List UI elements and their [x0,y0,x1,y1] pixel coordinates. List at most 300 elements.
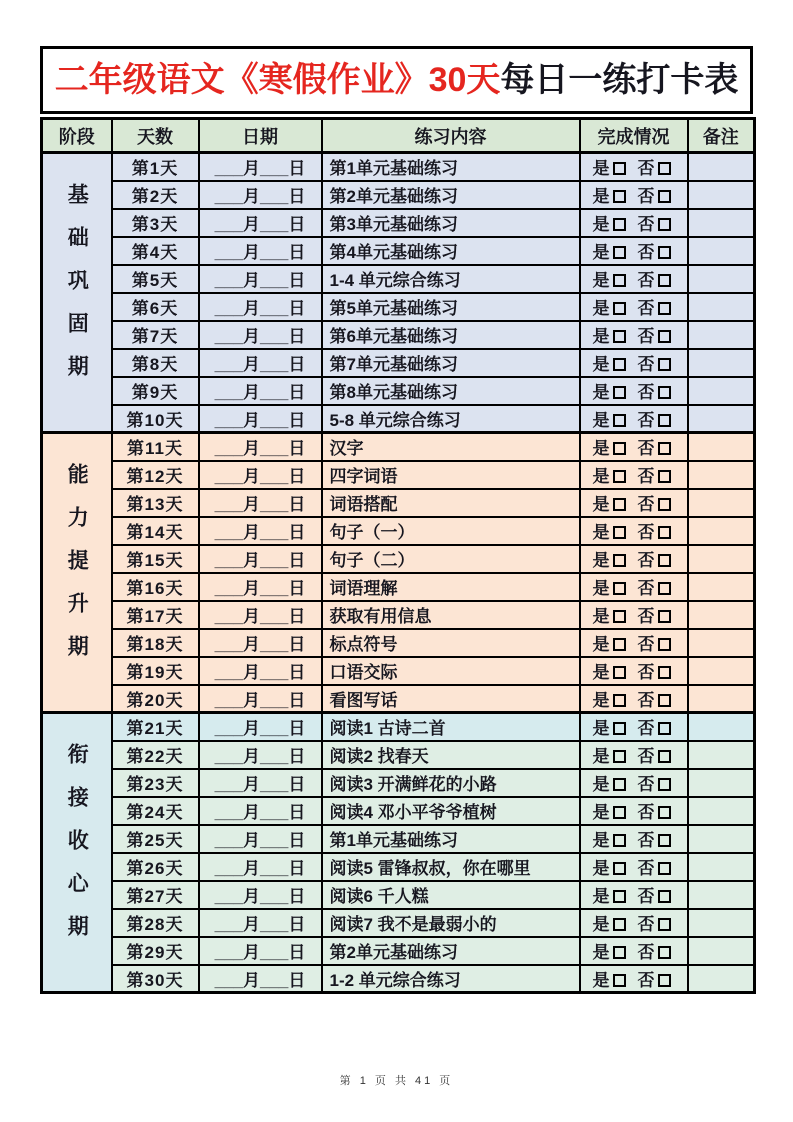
practice-content: 词语理解 [322,573,580,601]
date-field[interactable]: ___月___日 [199,797,322,825]
note-cell[interactable] [688,937,755,965]
practice-content: 第6单元基础练习 [322,321,580,349]
yes-checkbox[interactable] [613,862,626,875]
note-cell[interactable] [688,321,755,349]
no-label: 否 [637,831,655,850]
table-row [42,461,755,489]
yes-label: 是 [592,551,610,570]
day-cell: 第24天 [112,797,199,825]
yes-label: 是 [592,943,610,962]
practice-content: 四字词语 [322,461,580,489]
no-checkbox[interactable] [658,862,671,875]
day-cell: 第6天 [112,293,199,321]
completion-cell [580,405,688,433]
completion-cell [580,825,688,853]
completion-cell [580,153,688,181]
yes-label: 是 [592,915,610,934]
no-checkbox[interactable] [658,582,671,595]
yes-checkbox[interactable] [613,918,626,931]
day-cell: 第23天 [112,769,199,797]
no-label: 否 [637,887,655,906]
date-field[interactable]: ___月___日 [199,405,322,433]
note-cell[interactable] [688,685,755,713]
yes-checkbox[interactable] [613,330,626,343]
yes-label: 是 [592,299,610,318]
yes-label: 是 [592,523,610,542]
date-field[interactable]: ___月___日 [199,825,322,853]
note-cell[interactable] [688,489,755,517]
date-field[interactable]: ___月___日 [199,517,322,545]
date-field[interactable]: ___月___日 [199,713,322,741]
completion-cell [580,517,688,545]
completion-cell [580,853,688,881]
note-cell[interactable] [688,741,755,769]
day-cell: 第18天 [112,629,199,657]
practice-content: 阅读6 千人糕 [322,881,580,909]
date-field[interactable]: ___月___日 [199,769,322,797]
yes-label: 是 [592,215,610,234]
no-label: 否 [637,243,655,262]
title-black-text: 每日一练打卡表 [500,61,739,99]
no-label: 否 [637,579,655,598]
practice-content: 标点符号 [322,629,580,657]
yes-label: 是 [592,635,610,654]
date-field[interactable]: ___月___日 [199,461,322,489]
no-checkbox[interactable] [658,610,671,623]
table-row [42,293,755,321]
table-row [42,237,755,265]
day-cell: 第22天 [112,741,199,769]
date-field[interactable]: ___月___日 [199,853,322,881]
date-field[interactable]: ___月___日 [199,237,322,265]
table-row [42,713,755,741]
yes-checkbox[interactable] [613,414,626,427]
yes-label: 是 [592,243,610,262]
completion-cell [580,237,688,265]
page-title [40,46,753,114]
note-cell[interactable] [688,181,755,209]
completion-cell [580,293,688,321]
no-label: 否 [637,355,655,374]
no-checkbox[interactable] [658,554,671,567]
day-cell: 第7天 [112,321,199,349]
day-cell: 第20天 [112,685,199,713]
yes-label: 是 [592,663,610,682]
yes-checkbox[interactable] [613,666,626,679]
date-field[interactable]: ___月___日 [199,181,322,209]
practice-content: 第5单元基础练习 [322,293,580,321]
day-cell: 第28天 [112,909,199,937]
practice-content: 5-8 单元综合练习 [322,405,580,433]
no-label: 否 [637,495,655,514]
day-cell: 第19天 [112,657,199,685]
completion-cell [580,657,688,685]
completion-cell [580,881,688,909]
no-checkbox[interactable] [658,946,671,959]
no-label: 否 [637,383,655,402]
completion-cell [580,769,688,797]
header-completion: 完成情况 [580,119,688,153]
title-red-text: 二年级语文《寒假作业》30天 [54,61,501,99]
completion-cell [580,965,688,993]
yes-label: 是 [592,159,610,179]
table-row [42,629,755,657]
day-cell: 第27天 [112,881,199,909]
no-checkbox[interactable] [658,722,671,735]
note-cell[interactable] [688,349,755,377]
yes-label: 是 [592,747,610,766]
day-cell: 第5天 [112,265,199,293]
yes-checkbox[interactable] [613,302,626,315]
completion-cell [580,181,688,209]
no-label: 否 [637,439,655,459]
date-field[interactable]: ___月___日 [199,265,322,293]
yes-label: 是 [592,355,610,374]
no-label: 否 [637,159,655,179]
table-row [42,937,755,965]
practice-content: 阅读5 雷锋叔叔，你在哪里 [322,853,580,881]
note-cell[interactable] [688,601,755,629]
no-checkbox[interactable] [658,302,671,315]
table-row [42,181,755,209]
table-row [42,573,755,601]
yes-checkbox[interactable] [613,946,626,959]
yes-checkbox[interactable] [613,386,626,399]
date-field[interactable]: ___月___日 [199,153,322,181]
date-field[interactable]: ___月___日 [199,489,322,517]
no-checkbox[interactable] [658,470,671,483]
no-label: 否 [637,635,655,654]
no-label: 否 [637,915,655,934]
yes-label: 是 [592,495,610,514]
yes-checkbox[interactable] [613,498,626,511]
stage-cell-3 [42,713,112,993]
stage-cell-2 [42,433,112,713]
day-cell: 第11天 [112,433,199,461]
yes-label: 是 [592,803,610,822]
day-cell: 第3天 [112,209,199,237]
no-label: 否 [637,271,655,290]
table-row [42,601,755,629]
yes-checkbox[interactable] [613,470,626,483]
no-label: 否 [637,775,655,794]
day-cell: 第25天 [112,825,199,853]
page-number: 第 1 页 共 41 页 [339,1075,454,1087]
yes-checkbox[interactable] [613,582,626,595]
date-field[interactable]: ___月___日 [199,629,322,657]
date-field[interactable]: ___月___日 [199,377,322,405]
no-label: 否 [637,690,655,710]
no-checkbox[interactable] [658,806,671,819]
yes-checkbox[interactable] [613,638,626,651]
no-checkbox[interactable] [658,274,671,287]
practice-content: 1-4 单元综合练习 [322,265,580,293]
completion-cell [580,629,688,657]
practice-content: 阅读1 古诗二首 [322,713,580,741]
no-label: 否 [637,187,655,206]
header-date: 日期 [199,119,322,153]
table-row [42,965,755,993]
completion-cell [580,461,688,489]
completion-cell [580,713,688,741]
yes-label: 是 [592,775,610,794]
note-cell[interactable] [688,433,755,461]
day-cell: 第10天 [112,405,199,433]
note-cell[interactable] [688,853,755,881]
no-checkbox[interactable] [658,442,671,455]
header-note: 备注 [688,119,755,153]
date-field[interactable]: ___月___日 [199,909,322,937]
date-field[interactable]: ___月___日 [199,601,322,629]
table-row [42,657,755,685]
yes-label: 是 [592,187,610,206]
day-cell: 第13天 [112,489,199,517]
day-cell: 第15天 [112,545,199,573]
no-checkbox[interactable] [658,694,671,707]
yes-checkbox[interactable] [613,358,626,371]
table-row [42,909,755,937]
no-label: 否 [637,803,655,822]
day-cell: 第14天 [112,517,199,545]
note-cell[interactable] [688,881,755,909]
practice-content: 第2单元基础练习 [322,937,580,965]
yes-checkbox[interactable] [613,694,626,707]
yes-checkbox[interactable] [613,778,626,791]
table-row [42,265,755,293]
stage-label-text: 基础巩固期 [65,182,89,398]
day-cell: 第16天 [112,573,199,601]
table-row [42,489,755,517]
day-cell: 第9天 [112,377,199,405]
date-field[interactable]: ___月___日 [199,965,322,993]
yes-checkbox[interactable] [613,162,626,175]
completion-cell [580,741,688,769]
no-label: 否 [637,467,655,486]
table-row [42,797,755,825]
no-checkbox[interactable] [658,498,671,511]
date-field[interactable]: ___月___日 [199,881,322,909]
no-label: 否 [637,299,655,318]
note-cell[interactable] [688,769,755,797]
day-cell: 第8天 [112,349,199,377]
note-cell[interactable] [688,377,755,405]
day-cell: 第29天 [112,937,199,965]
yes-label: 是 [592,579,610,598]
date-field[interactable]: ___月___日 [199,349,322,377]
completion-cell [580,601,688,629]
date-field[interactable]: ___月___日 [199,573,322,601]
yes-label: 是 [592,719,610,739]
no-checkbox[interactable] [658,330,671,343]
table-row [42,825,755,853]
no-checkbox[interactable] [658,918,671,931]
no-label: 否 [637,859,655,878]
no-label: 否 [637,970,655,990]
no-checkbox[interactable] [658,218,671,231]
note-cell[interactable] [688,657,755,685]
no-checkbox[interactable] [658,778,671,791]
day-cell: 第12天 [112,461,199,489]
table-row [42,349,755,377]
completion-cell [580,433,688,461]
table-row [42,321,755,349]
yes-checkbox[interactable] [613,834,626,847]
yes-checkbox[interactable] [613,722,626,735]
yes-label: 是 [592,690,610,710]
practice-content: 第7单元基础练习 [322,349,580,377]
day-cell: 第30天 [112,965,199,993]
no-checkbox[interactable] [658,666,671,679]
note-cell[interactable] [688,293,755,321]
yes-checkbox[interactable] [613,554,626,567]
table-row [42,209,755,237]
completion-cell [580,489,688,517]
completion-cell [580,909,688,937]
table-row [42,545,755,573]
no-checkbox[interactable] [658,890,671,903]
yes-checkbox[interactable] [613,890,626,903]
yes-label: 是 [592,859,610,878]
practice-content: 第1单元基础练习 [322,153,580,181]
day-cell: 第17天 [112,601,199,629]
day-cell: 第21天 [112,713,199,741]
no-label: 否 [637,215,655,234]
header-content: 练习内容 [322,119,580,153]
completion-cell [580,377,688,405]
completion-cell [580,937,688,965]
completion-cell [580,321,688,349]
yes-checkbox[interactable] [613,974,626,987]
no-checkbox[interactable] [658,834,671,847]
note-cell[interactable] [688,461,755,489]
practice-content: 阅读4 邓小平爷爷植树 [322,797,580,825]
note-cell[interactable] [688,825,755,853]
no-label: 否 [637,943,655,962]
yes-label: 是 [592,970,610,990]
table-row [42,881,755,909]
completion-cell [580,265,688,293]
date-field[interactable]: ___月___日 [199,209,322,237]
no-label: 否 [637,719,655,739]
yes-label: 是 [592,439,610,459]
practice-content: 阅读3 开满鲜花的小路 [322,769,580,797]
no-checkbox[interactable] [658,246,671,259]
no-checkbox[interactable] [658,750,671,763]
table-row [42,377,755,405]
date-field[interactable]: ___月___日 [199,545,322,573]
practice-content: 阅读7 我不是最弱小的 [322,909,580,937]
practice-content: 口语交际 [322,657,580,685]
practice-content: 阅读2 找春天 [322,741,580,769]
date-field[interactable]: ___月___日 [199,657,322,685]
date-field[interactable]: ___月___日 [199,433,322,461]
note-cell[interactable] [688,545,755,573]
note-cell[interactable] [688,237,755,265]
table-row [42,405,755,433]
no-label: 否 [637,551,655,570]
date-field[interactable]: ___月___日 [199,685,322,713]
completion-cell [580,685,688,713]
yes-checkbox[interactable] [613,246,626,259]
note-cell[interactable] [688,629,755,657]
checkin-table [40,117,756,994]
practice-content: 第1单元基础练习 [322,825,580,853]
yes-checkbox[interactable] [613,750,626,763]
no-checkbox[interactable] [658,974,671,987]
no-checkbox[interactable] [658,190,671,203]
practice-content: 1-2 单元综合练习 [322,965,580,993]
no-label: 否 [637,607,655,626]
completion-cell [580,545,688,573]
no-checkbox[interactable] [658,386,671,399]
yes-label: 是 [592,467,610,486]
note-cell[interactable] [688,713,755,741]
day-cell: 第2天 [112,181,199,209]
yes-checkbox[interactable] [613,806,626,819]
no-checkbox[interactable] [658,162,671,175]
day-cell: 第4天 [112,237,199,265]
practice-content: 词语搭配 [322,489,580,517]
table-row [42,769,755,797]
practice-content: 第2单元基础练习 [322,181,580,209]
note-cell[interactable] [688,517,755,545]
day-cell: 第26天 [112,853,199,881]
table-row [42,433,755,461]
practice-content: 句子（二） [322,545,580,573]
yes-label: 是 [592,327,610,346]
yes-label: 是 [592,887,610,906]
yes-checkbox[interactable] [613,442,626,455]
completion-cell [580,797,688,825]
note-cell[interactable] [688,965,755,993]
note-cell[interactable] [688,153,755,181]
note-cell[interactable] [688,797,755,825]
yes-checkbox[interactable] [613,610,626,623]
no-checkbox[interactable] [658,414,671,427]
practice-content: 看图写话 [322,685,580,713]
yes-checkbox[interactable] [613,218,626,231]
note-cell[interactable] [688,209,755,237]
date-field[interactable]: ___月___日 [199,321,322,349]
no-label: 否 [637,327,655,346]
yes-label: 是 [592,383,610,402]
practice-content: 第4单元基础练习 [322,237,580,265]
note-cell[interactable] [688,405,755,433]
no-checkbox[interactable] [658,638,671,651]
note-cell[interactable] [688,573,755,601]
header-day: 天数 [112,119,199,153]
note-cell[interactable] [688,909,755,937]
practice-content: 获取有用信息 [322,601,580,629]
stage-cell-1 [42,153,112,433]
yes-checkbox[interactable] [613,190,626,203]
stage-label-text: 衔接收心期 [65,742,89,958]
no-checkbox[interactable] [658,526,671,539]
yes-label: 是 [592,607,610,626]
practice-content: 第3单元基础练习 [322,209,580,237]
note-cell[interactable] [688,265,755,293]
yes-label: 是 [592,271,610,290]
date-field[interactable]: ___月___日 [199,293,322,321]
day-cell: 第1天 [112,153,199,181]
table-row [42,517,755,545]
date-field[interactable]: ___月___日 [199,937,322,965]
yes-checkbox[interactable] [613,274,626,287]
table-row [42,741,755,769]
date-field[interactable]: ___月___日 [199,741,322,769]
yes-checkbox[interactable] [613,526,626,539]
no-checkbox[interactable] [658,358,671,371]
